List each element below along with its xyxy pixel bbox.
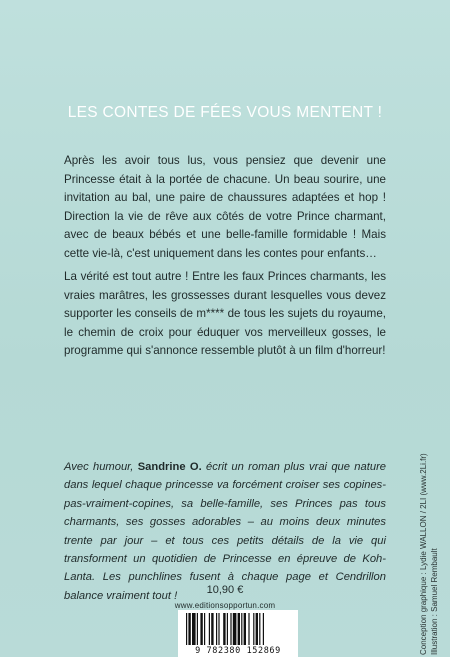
barcode-bar xyxy=(197,613,198,645)
paragraph-3-body: écrit un roman plus vrai que nature dans lequel chaque princesse va forcément croiser ses copines-pas-vraiment-copines, sa belle-famille, ses Princes pas tous charmants, ses gosses adorables – au moins deux minutes trente par jour – et tous ces petits détails de la vie qui transforment un quotidien de Princesse en épreuve de Koh-Lanta. Les punchlines fusent à chaque page et Cendrillon balance vraiment tout ! xyxy=(64,461,387,602)
barcode-bar xyxy=(238,613,240,645)
isbn-number: 9 782380 152869 xyxy=(195,646,281,656)
barcode-bar xyxy=(227,613,228,645)
barcode-bar xyxy=(216,613,217,645)
barcode-bar xyxy=(259,613,260,645)
barcode-bar xyxy=(186,613,187,645)
barcode-bar xyxy=(223,613,225,645)
blurb-paragraph-2: La vérité est tout autre ! Entre les faux Princes charmants, les vraies marâtres, les grossesses durant lesquelles vous devez supporter les conseils de m**** de tous les sujets du royaume, le chemin de croix pour éduquer vos merveilleux gosses, le programme qui s'annonce ressemble plutôt à un film d'horreur! xyxy=(64,270,386,358)
barcode-bar xyxy=(211,613,213,645)
barcode-bar xyxy=(230,613,231,645)
author-name: Sandrine O. xyxy=(137,461,202,473)
barcode-bar xyxy=(241,613,242,645)
barcode-bar xyxy=(244,613,246,645)
blurb-paragraph-1: Après les avoir tous lus, vous pensiez que devenir une Princesse était à la portée de chacune. Un beau sourire, une invitation au bal, une paire de chaussures adaptées et hop ! Direction la vie de rêve aux côtés de votre Prince charmant, avec de beaux bébés et une belle-famille formidable ! Mais cette vie-là, c'est uniquement dans les contes pour enfants… xyxy=(64,154,386,260)
credits-illustration: Illustration : Samuel Rembault xyxy=(430,548,439,655)
credits-design: Conception graphique : Lydie WALLON / 2LI (www.2Li.fr) xyxy=(419,453,428,655)
barcode xyxy=(178,610,298,657)
barcode-bar xyxy=(204,613,205,645)
barcode-bar xyxy=(253,613,254,645)
price: 10,90 € xyxy=(206,584,244,596)
barcode-bar xyxy=(192,613,196,645)
paragraph-3-intro: Avec humour, xyxy=(64,461,134,473)
barcode-bar xyxy=(233,613,237,645)
barcode-bar xyxy=(263,613,264,645)
barcode-bar xyxy=(256,613,258,645)
barcode-bar xyxy=(218,613,219,645)
barcode-bar xyxy=(188,613,190,645)
barcode-bars xyxy=(186,613,290,647)
barcode-bar xyxy=(248,613,249,645)
publisher-website: www.editionsopportun.com xyxy=(174,601,276,610)
credits xyxy=(418,453,440,655)
barcode-bar xyxy=(200,613,202,645)
barcode-bar xyxy=(209,613,210,645)
tagline: LES CONTES DE FÉES VOUS MENTENT ! xyxy=(67,104,383,121)
